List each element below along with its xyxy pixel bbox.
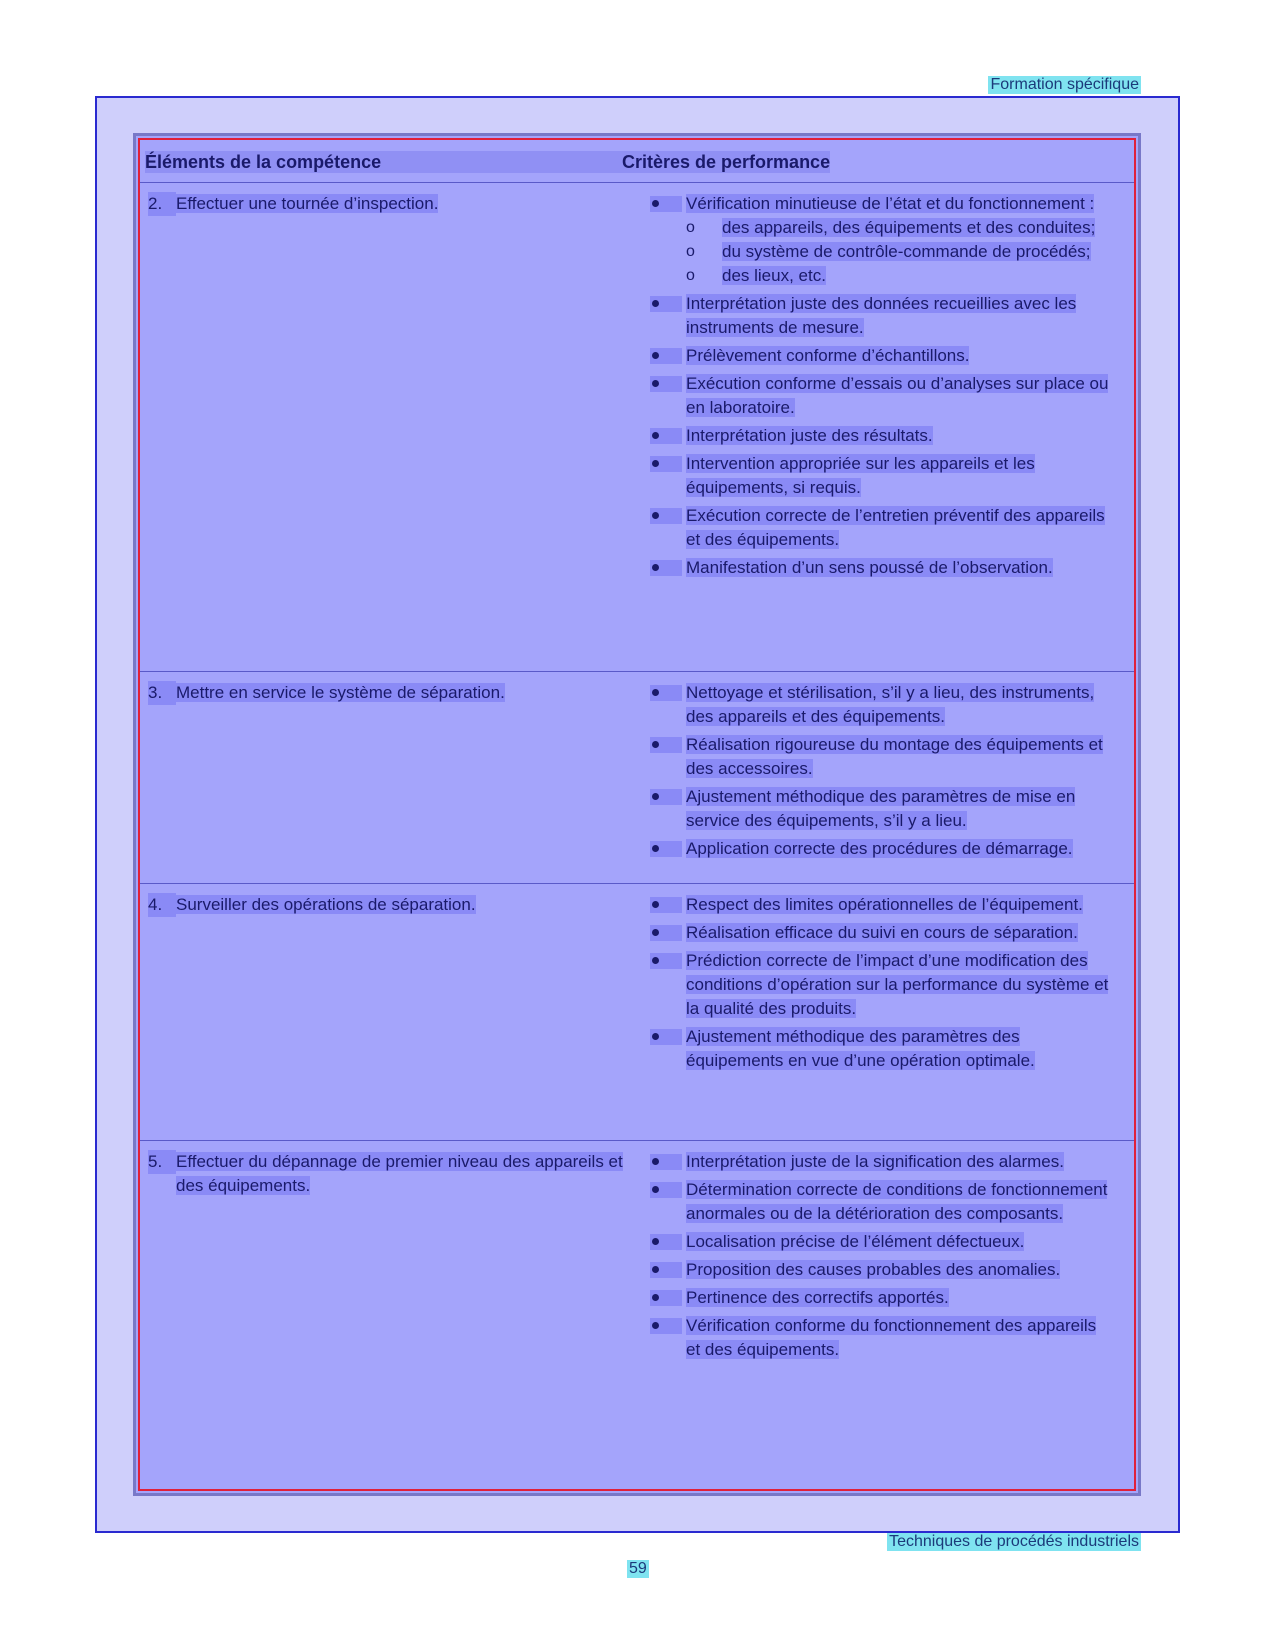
criterion-text: Exécution conforme d’essais ou d’analyses sur place ou en laboratoire. bbox=[686, 374, 1109, 417]
bullet-icon bbox=[650, 1029, 682, 1045]
criterion-item bbox=[650, 424, 1112, 448]
sub-criterion-item bbox=[686, 216, 1112, 240]
page-header: Formation spécifique bbox=[990, 76, 1139, 93]
element-text: Effectuer du dépannage de premier niveau des appareils et des équipements. bbox=[176, 1152, 623, 1195]
criterion-item bbox=[650, 1150, 1112, 1174]
criterion-text: Vérification conforme du fonctionnement des appareils et des équipements. bbox=[686, 1316, 1097, 1359]
competence-table bbox=[133, 133, 1141, 1496]
criterion-text: Réalisation rigoureuse du montage des équipements et des accessoires. bbox=[686, 735, 1103, 778]
sub-criterion-text: du système de contrôle-commande de procédés; bbox=[722, 242, 1091, 261]
bullet-icon bbox=[650, 925, 682, 941]
criterion-text: Pertinence des correctifs apportés. bbox=[686, 1288, 949, 1307]
competence-element bbox=[148, 681, 648, 705]
criterion-item bbox=[650, 192, 1112, 288]
circle-bullet-icon: o bbox=[686, 267, 695, 284]
bullet-icon bbox=[650, 841, 682, 857]
criterion-item bbox=[650, 681, 1112, 729]
criterion-item bbox=[650, 1314, 1112, 1362]
criterion-text: Détermination correcte de conditions de fonctionnement anormales ou de la détérioration des composants. bbox=[686, 1180, 1108, 1223]
element-number: 3. bbox=[148, 681, 176, 705]
bullet-icon bbox=[650, 1290, 682, 1306]
criterion-text: Interprétation juste de la signification des alarmes. bbox=[686, 1152, 1064, 1171]
criterion-item bbox=[650, 949, 1112, 1021]
bullet-icon bbox=[650, 1262, 682, 1278]
table-row bbox=[140, 182, 1134, 672]
sub-criterion-item bbox=[686, 264, 1112, 288]
circle-bullet-icon: o bbox=[686, 243, 695, 260]
criterion-text: Vérification minutieuse de l’état et du fonctionnement : bbox=[686, 194, 1095, 213]
criterion-text: Respect des limites opérationnelles de l’équipement. bbox=[686, 895, 1083, 914]
criterion-text: Manifestation d’un sens poussé de l’observation. bbox=[686, 558, 1053, 577]
criterion-item bbox=[650, 1230, 1112, 1254]
table-header-row bbox=[140, 140, 1134, 183]
criterion-item bbox=[650, 1178, 1112, 1226]
sub-criterion-item bbox=[686, 240, 1112, 264]
element-number: 2. bbox=[148, 192, 176, 216]
bullet-icon bbox=[650, 296, 682, 312]
criterion-item bbox=[650, 504, 1112, 552]
criterion-item bbox=[650, 1025, 1112, 1073]
criterion-text: Intervention appropriée sur les appareils et les équipements, si requis. bbox=[686, 454, 1035, 497]
header-elements: Éléments de la compétence bbox=[145, 151, 625, 173]
bullet-icon bbox=[650, 1318, 682, 1334]
bullet-icon bbox=[650, 789, 682, 805]
bullet-icon bbox=[650, 428, 682, 444]
criterion-text: Prédiction correcte de l’impact d’une modification des conditions d’opération sur la performance du système et la qualité des produits. bbox=[686, 951, 1109, 1018]
bullet-icon bbox=[650, 897, 682, 913]
criterion-item bbox=[650, 372, 1112, 420]
criterion-text: Nettoyage et stérilisation, s’il y a lieu, des instruments, des appareils et des équipements. bbox=[686, 683, 1095, 726]
criterion-text: Prélèvement conforme d’échantillons. bbox=[686, 346, 970, 365]
criterion-item bbox=[650, 733, 1112, 781]
table-row bbox=[140, 1140, 1134, 1495]
criterion-text: Proposition des causes probables des anomalies. bbox=[686, 1260, 1061, 1279]
table-body bbox=[138, 138, 1136, 1491]
bullet-icon bbox=[650, 1182, 682, 1198]
criterion-text: Interprétation juste des résultats. bbox=[686, 426, 933, 445]
element-text: Surveiller des opérations de séparation. bbox=[176, 895, 476, 914]
sub-criterion-text: des appareils, des équipements et des conduites; bbox=[722, 218, 1096, 237]
criterion-item bbox=[650, 921, 1112, 945]
bullet-icon bbox=[650, 685, 682, 701]
bullet-icon bbox=[650, 1154, 682, 1170]
bullet-icon bbox=[650, 953, 682, 969]
competence-element bbox=[148, 192, 648, 216]
sub-criterion-text: des lieux, etc. bbox=[722, 266, 826, 285]
element-number: 4. bbox=[148, 893, 176, 917]
criterion-text: Ajustement méthodique des paramètres de mise en service des équipements, s’il y a lieu. bbox=[686, 787, 1076, 830]
criterion-text: Localisation précise de l’élément défectueux. bbox=[686, 1232, 1025, 1251]
criterion-text: Application correcte des procédures de démarrage. bbox=[686, 839, 1073, 858]
bullet-icon bbox=[650, 348, 682, 364]
criterion-item bbox=[650, 1286, 1112, 1310]
element-number: 5. bbox=[148, 1150, 176, 1174]
table-row bbox=[140, 883, 1134, 1141]
criteria-list bbox=[650, 681, 1112, 865]
criterion-item bbox=[650, 344, 1112, 368]
criterion-item bbox=[650, 556, 1112, 580]
circle-bullet-icon: o bbox=[686, 219, 695, 236]
criterion-item bbox=[650, 785, 1112, 833]
page-footer: Techniques de procédés industriels bbox=[889, 1533, 1139, 1550]
bullet-icon bbox=[650, 560, 682, 576]
bullet-icon bbox=[650, 737, 682, 753]
criterion-item bbox=[650, 837, 1112, 861]
page-number: 59 bbox=[629, 1560, 647, 1577]
criterion-text: Ajustement méthodique des paramètres des équipements en vue d’une opération optimale. bbox=[686, 1027, 1035, 1070]
criterion-item bbox=[650, 292, 1112, 340]
criteria-list bbox=[650, 192, 1112, 584]
criterion-text: Exécution correcte de l’entretien préventif des appareils et des équipements. bbox=[686, 506, 1105, 549]
element-text: Effectuer une tournée d’inspection. bbox=[176, 194, 439, 213]
competence-element bbox=[148, 893, 648, 917]
criterion-item bbox=[650, 452, 1112, 500]
criterion-item bbox=[650, 893, 1112, 917]
criterion-item bbox=[650, 1258, 1112, 1282]
element-text: Mettre en service le système de séparation. bbox=[176, 683, 505, 702]
criterion-text: Interprétation juste des données recueillies avec les instruments de mesure. bbox=[686, 294, 1077, 337]
header-criteria: Critères de performance bbox=[622, 152, 831, 172]
criteria-list bbox=[650, 893, 1112, 1077]
bullet-icon bbox=[650, 196, 682, 212]
bullet-icon bbox=[650, 1234, 682, 1250]
bullet-icon bbox=[650, 508, 682, 524]
bullet-icon bbox=[650, 376, 682, 392]
criteria-list bbox=[650, 1150, 1112, 1366]
table-row bbox=[140, 671, 1134, 884]
bullet-icon bbox=[650, 456, 682, 472]
criterion-text: Réalisation efficace du suivi en cours de séparation. bbox=[686, 923, 1078, 942]
competence-element bbox=[148, 1150, 648, 1198]
